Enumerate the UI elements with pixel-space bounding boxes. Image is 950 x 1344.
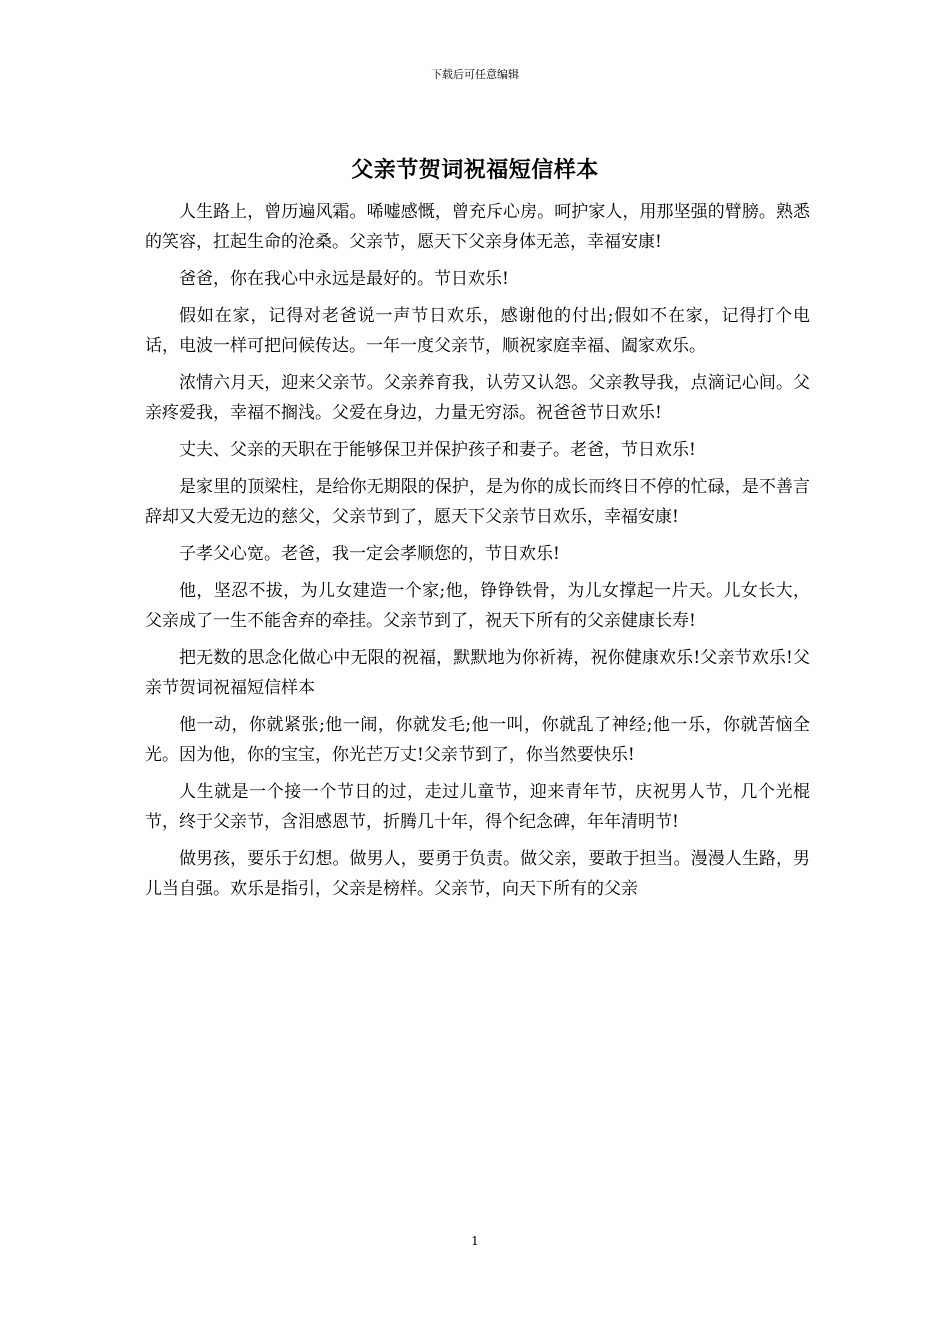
paragraph: 丈夫、父亲的天职在于能够保卫并保护孩子和妻子。老爸，节日欢乐! — [179, 440, 696, 460]
paragraph: 把无数的思念化做心中无限的祝福，默默地为你祈祷，祝你健康欢乐!父亲节欢乐!父亲节贺词祝福短信样本 — [145, 648, 810, 698]
paragraph: 他一动，你就紧张;他一闹，你就发毛;他一叫，你就乱了神经;他一乐，你就苦恼全光。因为他，你的宝宝，你光芒万丈!父亲节到了，你当然要快乐! — [145, 715, 810, 765]
document-title: 父亲节贺词祝福短信样本 — [351, 157, 599, 183]
paragraph: 爸爸，你在我心中永远是最好的。节日欢乐! — [179, 269, 509, 289]
paragraph: 子孝父心宽。老爸，我一定会孝顺您的，节日欢乐! — [179, 544, 560, 564]
paragraph: 假如在家，记得对老爸说一声节日欢乐，感谢他的付出;假如不在家，记得打个电话，电波一样可把问候传达。一年一度父亲节，顺祝家庭幸福、阖家欢乐。 — [145, 306, 810, 356]
paragraph: 做男孩，要乐于幻想。做男人，要勇于负责。做父亲，要敢于担当。漫漫人生路，男儿当自强。欢乐是指引，父亲是榜样。父亲节，向天下所有的父亲 — [145, 849, 810, 899]
paragraph: 是家里的顶梁柱，是给你无期限的保护，是为你的成长而终日不停的忙碌，是不善言辞却又大爱无边的慈父，父亲节到了，愿天下父亲节日欢乐，幸福安康! — [145, 477, 810, 527]
paragraph: 人生就是一个接一个节日的过，走过儿童节，迎来青年节，庆祝男人节，几个光棍节，终于父亲节，含泪感恩节，折腾几十年，得个纪念碑，年年清明节! — [145, 782, 810, 832]
page-header-note: 下载后可任意编辑 — [431, 68, 519, 81]
paragraph: 浓情六月天，迎来父亲节。父亲养育我，认劳又认怨。父亲教导我，点滴记心间。父亲疼爱我，幸福不搁浅。父爱在身边，力量无穷添。祝爸爸节日欢乐! — [145, 373, 810, 423]
document-body — [145, 197, 810, 911]
paragraph: 他，坚忍不拔，为儿女建造一个家;他，铮铮铁骨，为儿女撑起一片天。儿女长大，父亲成了一生不能舍弃的牵挂。父亲节到了，祝天下所有的父亲健康长寿! — [145, 581, 810, 631]
page-number: 1 — [471, 1234, 479, 1248]
paragraph: 人生路上，曾历遍风霜。唏嘘感慨，曾充斥心房。呵护家人，用那坚强的臂膀。熟悉的笑容，扛起生命的沧桑。父亲节，愿天下父亲身体无恙，幸福安康! — [145, 202, 810, 252]
